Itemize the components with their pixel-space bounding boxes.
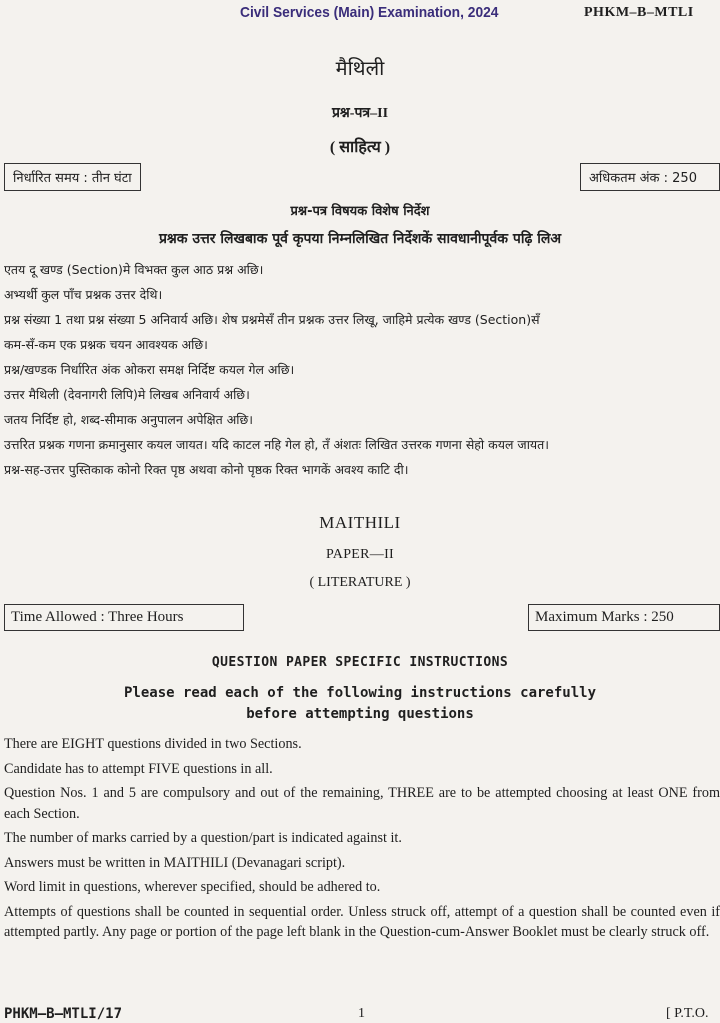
hindi-instructions-list <box>4 257 720 482</box>
hindi-instruction: कम-सँ-कम एक प्रश्नक चयन आवश्यक अछि। <box>4 337 208 352</box>
hindi-instructions-subtitle: प्रश्नक उत्तर लिखबाक पूर्व कृपया निम्नलिखित निर्देशकें सावधानीपूर्वक पढ़ि लिअ <box>158 231 562 247</box>
english-instruction: Attempts of questions shall be counted in sequential order. Unless struck off, attempt of a question shall be counted even if attempted partly. Any page or portion of the page left blank in the Question-cum-Answer Booklet must be clearly struck off. <box>4 903 720 940</box>
hindi-time-box: निर्धारित समय : तीन घंटा <box>4 163 141 191</box>
english-read-line-2: before attempting questions <box>246 706 474 722</box>
hindi-instruction: अभ्यर्थी कुल पाँच प्रश्नक उत्तर देथि। <box>4 287 163 302</box>
english-instruction: The number of marks carried by a question/part is indicated against it. <box>4 830 402 846</box>
hindi-instruction: उत्तर मैथिली (देवनागरी लिपि)मे लिखब अनिवार्य अछि। <box>4 387 250 402</box>
footer-paper-code: PHKM–B–MTLI/17 <box>4 1006 123 1022</box>
hindi-instruction: जतय निर्दिष्ट हो, शब्द-सीमाक अनुपालन अपेक्षित अछि। <box>4 412 254 427</box>
hindi-title: मैथिली <box>335 58 385 80</box>
english-time-box: Time Allowed : Three Hours <box>4 604 244 631</box>
hindi-instruction: प्रश्न संख्या 1 तथा प्रश्न संख्या 5 अनिवार्य अछि। शेष प्रश्नमेसँ तीन प्रश्नक उत्तर लिखू, जाहिमे प्रत्येक खण्ड (Section)सँ <box>4 312 540 327</box>
hindi-paper: प्रश्न-पत्र–II <box>331 106 389 121</box>
hindi-instruction: एतय दू खण्ड (Section)मे विभक्त कुल आठ प्रश्न अछि। <box>4 262 264 277</box>
hindi-instruction: प्रश्न/खण्डक निर्धारित अंक ओकरा समक्ष निर्दिष्ट कयल गेल अछि। <box>4 362 295 377</box>
english-marks-box: Maximum Marks : 250 <box>528 604 720 631</box>
english-paper: PAPER—II <box>325 547 394 562</box>
hindi-subject: ( साहित्य ) <box>329 139 391 156</box>
english-instruction: Answers must be written in MAITHILI (Devanagari script). <box>4 854 346 871</box>
hindi-marks-box: अधिकतम अंक : 250 <box>580 163 720 191</box>
english-instructions-title: QUESTION PAPER SPECIFIC INSTRUCTIONS <box>211 655 509 670</box>
english-instructions-list <box>4 734 720 947</box>
english-title: MAITHILI <box>319 513 401 532</box>
english-instruction: There are EIGHT questions divided in two Sections. <box>4 736 302 752</box>
hindi-instructions-title: प्रश्न-पत्र विषयक विशेष निर्देश <box>290 204 430 219</box>
pto-label: [ P.T.O. <box>666 1006 709 1021</box>
exam-header: Civil Services (Main) Examination, 2024 <box>240 4 499 21</box>
english-instruction: Question Nos. 1 and 5 are compulsory and out of the remaining, THREE are to be attempted choosing at least ONE from each Section. <box>4 785 720 822</box>
english-instruction: Candidate has to attempt FIVE questions in all. <box>4 760 273 777</box>
english-read-line-1: Please read each of the following instructions carefully <box>123 685 596 701</box>
hindi-instruction: प्रश्न-सह-उत्तर पुस्तिकाक कोनो रिक्त पृष्ठ अथवा कोनो पृष्ठक रिक्त भागकें अवश्य काटि दी। <box>4 462 409 477</box>
english-instruction: Word limit in questions, wherever specified, should be adhered to. <box>4 879 381 895</box>
english-subject: ( LITERATURE ) <box>309 575 411 590</box>
hindi-instruction: उत्तरित प्रश्नक गणना क्रमानुसार कयल जायत। यदि काटल नहि गेल हो, तँ अंशतः लिखित उत्तरक गणना सेहो कयल जायत। <box>4 437 550 452</box>
paper-code: PHKM–B–MTLI <box>584 5 694 20</box>
page-number: 1 <box>358 1006 365 1021</box>
